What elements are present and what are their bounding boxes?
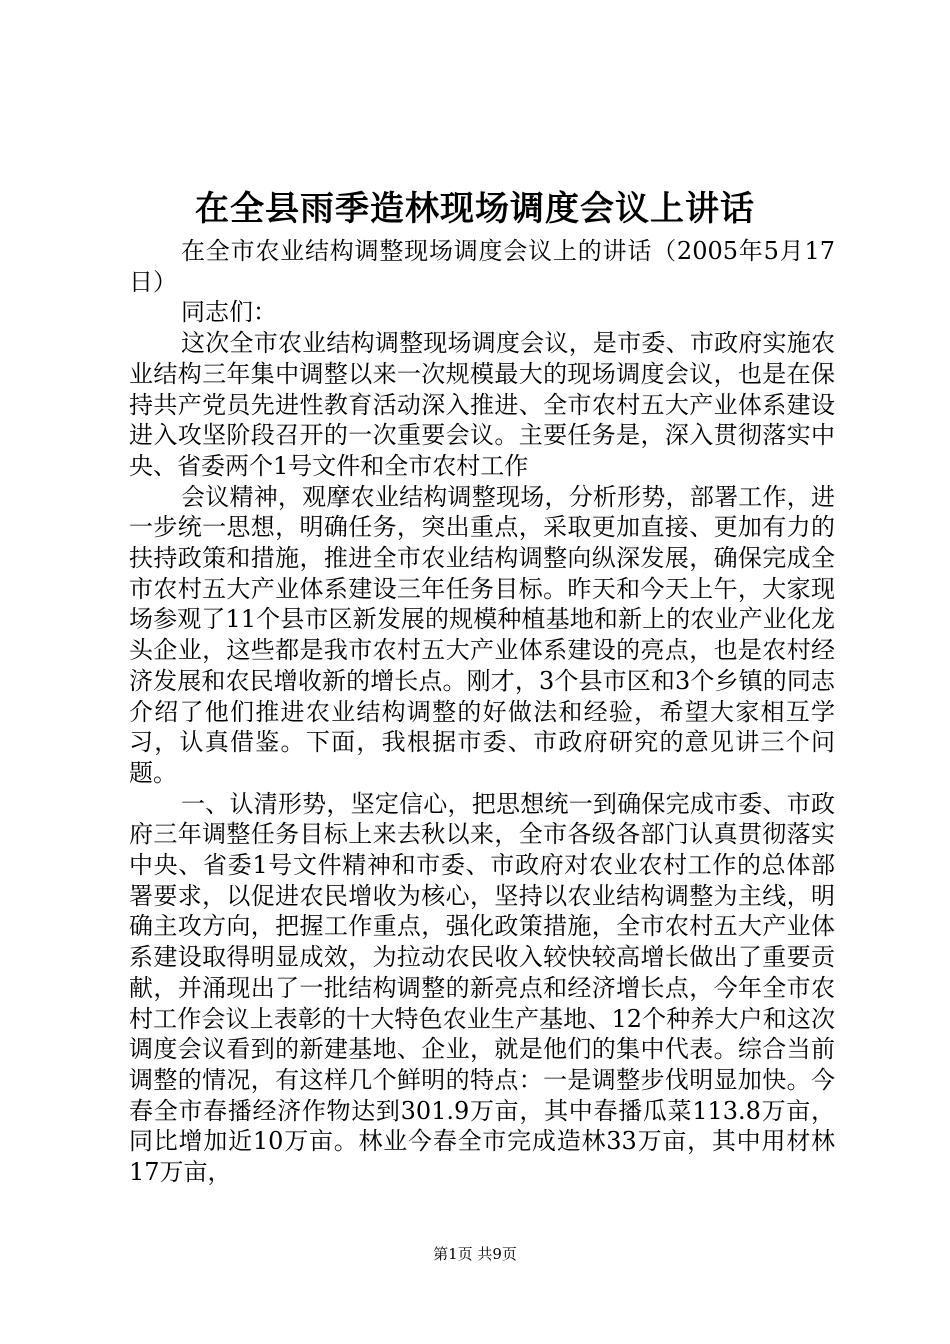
paragraph-salutation: 同志们：: [181, 298, 277, 327]
paragraph-meeting-spirit: 会议精神，观摩农业结构调整现场，分析形势，部署工作，进一步统一思想，明确任务，突出重点，采取更加直接、更加有力的扶持政策和措施，推进全市农业结构调整向纵深发展，确保完成全市农村五大产业体系建设三年任务目标。昨天和今天上午，大家现场参观了11个县市区新发展的规模种植基地和新上的农业产业化龙头企业，这些都是我市农村五大产业体系建设的亮点，也是农村经济发展和农民增收新的增长点。刚才，3个县市区和3个乡镇的同志介绍了他们推进农业结构调整的好做法和经验，希望大家相互学习，认真借鉴。下面，我根据市委、市政府研究的意见讲三个问题。: [129, 482, 835, 787]
document-body: [129, 236, 835, 1188]
paragraph-section-one: 一、认清形势，坚定信心，把思想统一到确保完成市委、市政府三年调整任务目标上来去秋以来，全市各级各部门认真贯彻落实中央、省委1号文件精神和市委、市政府对农业农村工作的总体部署要求，以促进农民增收为核心，坚持以农业结构调整为主线，明确主攻方向，把握工作重点，强化政策措施，全市农村五大产业体系建设取得明显成效，为拉动农民收入较快较高增长做出了重要贡献，并涌现出了一批结构调整的新亮点和经济增长点，今年全市农村工作会议上表彰的十大特色农业生产基地、12个种养大户和这次调度会议看到的新建基地、企业，就是他们的集中代表。综合当前调整的情况，有这样几个鲜明的特点：一是调整步伐明显加快。今春全市春播经济作物达到301.9万亩，其中春播瓜菜113.8万亩，同比增加近10万亩。林业今春全市完成造林33万亩，其中用材林17万亩，: [129, 789, 835, 1187]
paragraph-opening: 这次全市农业结构调整现场调度会议，是市委、市政府实施农业结构三年集中调整以来一次规模最大的现场调度会议，也是在保持共产党员先进性教育活动深入推进、全市农村五大产业体系建设进入攻坚阶段召开的一次重要会议。主要任务是，深入贯彻落实中央、省委两个1号文件和全市农村工作: [129, 329, 835, 480]
document-title: 在全县雨季造林现场调度会议上讲话: [195, 189, 755, 229]
page-number: 第1页 共9页: [433, 1245, 517, 1263]
paragraph-intro: 在全市农业结构调整现场调度会议上的讲话（2005年5月17日）: [129, 237, 835, 296]
